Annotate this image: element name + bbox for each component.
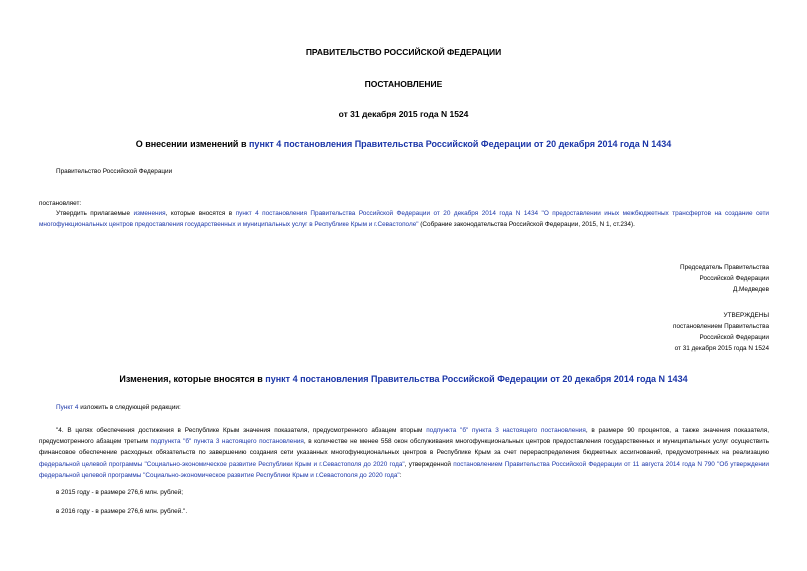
year-2016-line: в 2016 году - в размере 276,6 млн. рублей.". [56, 508, 188, 515]
p-text-1: "4. В целях обеспечения достижения в Республике Крым значения показателя, предусмотренного абзацем вторым [56, 427, 427, 434]
approve-paragraph [39, 208, 769, 230]
changes-title [0, 374, 807, 384]
federal-program-link[interactable]: федеральной целевой программы "Социально-экономическое развитие Республики Крым и г.Севастополя до 2020 года" [39, 460, 405, 468]
approve-text-1: Утвердить прилагаемые [56, 210, 134, 217]
signature-position: Председатель Правительства [680, 264, 769, 271]
doc-type-heading: ПОСТАНОВЛЕНИЕ [364, 79, 443, 89]
approved-by: постановлением Правительства [673, 323, 769, 330]
date-number-heading: от 31 декабря 2015 года N 1524 [338, 109, 469, 119]
changes-title-prefix: Изменения, которые вносятся в [119, 374, 266, 384]
government-line: Правительство Российской Федерации [56, 168, 173, 175]
changes-link[interactable]: изменения [133, 210, 166, 217]
changes-intro [56, 402, 181, 413]
p-text-5: : [399, 471, 402, 479]
subpoint-b-link-1[interactable]: подпункта "б" пункта 3 настоящего постановления [426, 427, 586, 434]
changes-intro-text: изложить в следующей редакции: [78, 404, 181, 411]
title-prefix: О внесении изменений в [135, 139, 249, 149]
signature-country: Российской Федерации [699, 275, 769, 282]
approved-country: Российской Федерации [699, 334, 769, 341]
resolution-1434-link[interactable]: пункт 4 постановления Правительства Российской Федерации от 20 декабря 2014 года N 1434 "О предоставлении иных межбюджетных трансфертов на создание сети многофункциональных центров предоставления государственных и муниципальных услуг в Республике Крым и г.Севастополе" [39, 210, 770, 229]
signature-block [680, 262, 769, 295]
approved-block [673, 310, 769, 354]
year-2015-line: в 2015 году - в размере 276,6 млн. рублей; [56, 489, 184, 496]
signature-name: Д.Медведев [732, 286, 769, 293]
p-text-4: , утвержденной [404, 460, 454, 468]
approve-text-3: (Собрание законодательства Российской Федерации, 2015, N 1, ст.234). [418, 221, 635, 229]
decrees-line: постановляет: [39, 200, 82, 207]
resolution-790-link[interactable]: постановлением Правительства Российской Федерации от 11 августа 2014 года N 790 "Об утверждении федеральной целевой программы "Социально-экономическое развитие Республики Крым и г.Севастополя до 2020 года" [39, 460, 769, 479]
approved-date: от 31 декабря 2015 года N 1524 [674, 345, 769, 352]
p-text-2: , в размере 90 процентов, а также значения показателя, предусмотренного абзацем третьим [39, 427, 769, 446]
subpoint-b-link-2[interactable]: подпункта "б" пункта 3 настоящего постановления [150, 438, 304, 446]
approved-label: УТВЕРЖДЕНЫ [723, 312, 769, 319]
approve-text-2: , которые вносятся в [165, 210, 236, 217]
point-4-link[interactable]: Пункт 4 [56, 404, 79, 411]
document-title [0, 139, 807, 149]
point-4-paragraph [39, 425, 769, 481]
title-link[interactable]: пункт 4 постановления Правительства Российской Федерации от 20 декабря 2014 года N 1434 [249, 139, 672, 149]
government-heading: ПРАВИТЕЛЬСТВО РОССИЙСКОЙ ФЕДЕРАЦИИ [305, 47, 502, 57]
changes-title-link[interactable]: пункт 4 постановления Правительства Российской Федерации от 20 декабря 2014 года N 1434 [265, 374, 688, 384]
p-text-3: , в количестве не менее 558 окон обслуживания многофункциональных центров предоставления государственных и муниципальных услуг осуществить финансовое обеспечение расходных обязательств по завершению создания сети указанных многофункциональных центров в Республике Крым за счет перераспределения бюджетных ассигнований, предусмотренных на реализацию [39, 438, 769, 457]
